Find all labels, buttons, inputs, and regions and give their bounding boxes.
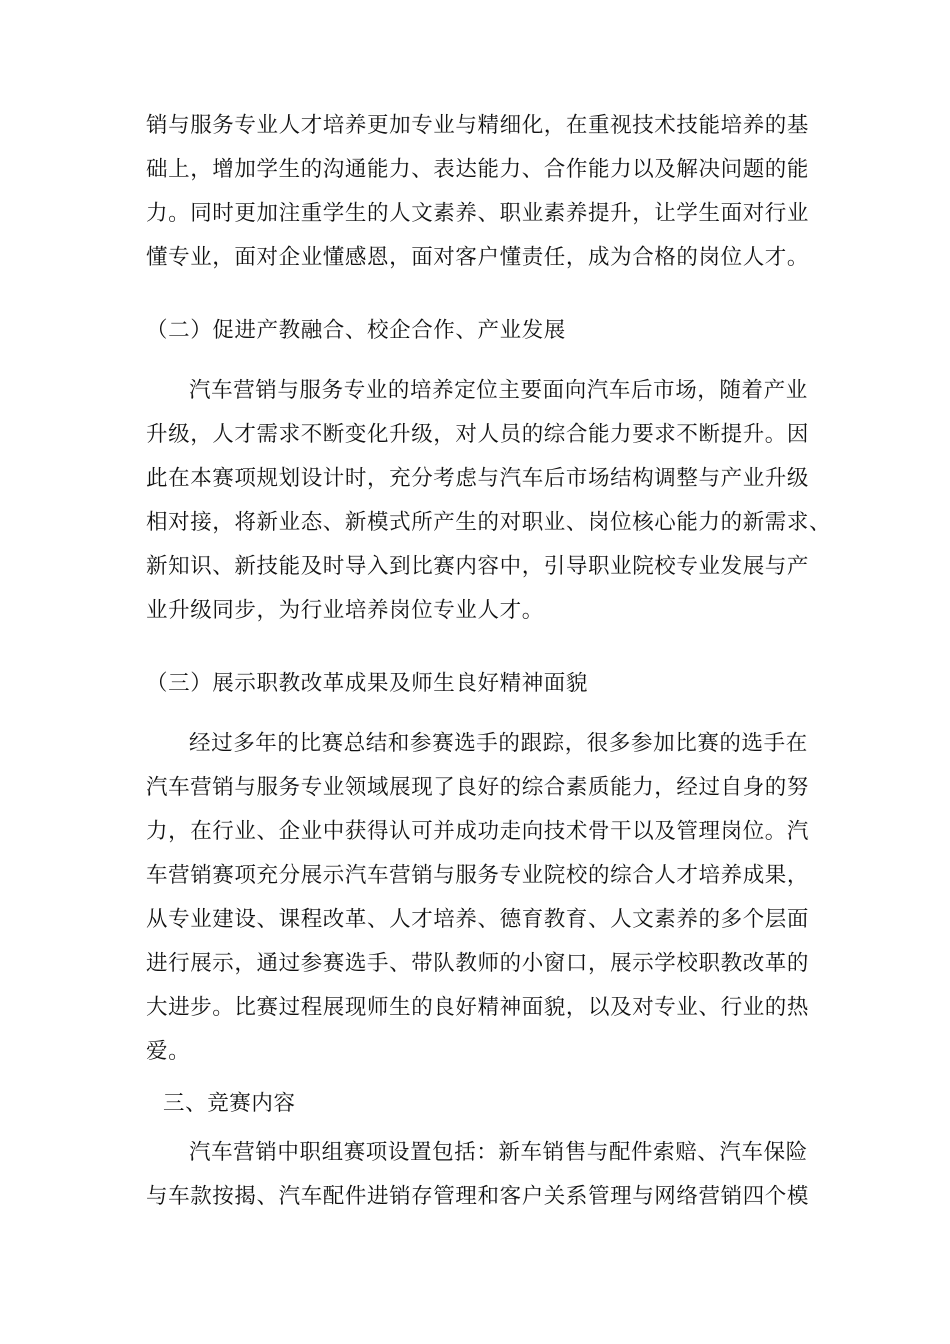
paragraph-line: 汽车营销与服务专业的培养定位主要面向汽车后市场，随着产业 <box>189 378 808 403</box>
paragraph-line: 经过多年的比赛总结和参赛选手的跟踪，很多参加比赛的选手在 <box>189 731 808 756</box>
paragraph-line: 新知识、新技能及时导入到比赛内容中，引导职业院校专业发展与产 <box>146 554 810 579</box>
section-heading: （二）促进产教融合、校企合作、产业发展 <box>146 318 566 343</box>
paragraph-line: 力。同时更加注重学生的人文素养、职业素养提升，让学生面对行业 <box>146 201 810 226</box>
paragraph-line: 相对接，将新业态、新模式所产生的对职业、岗位核心能力的新需求、 <box>146 510 832 535</box>
paragraph-line: 汽车营销中职组赛项设置包括：新车销售与配件索赔、汽车保险 <box>189 1140 808 1165</box>
paragraph-line: 车营销赛项充分展示汽车营销与服务专业院校的综合人才培养成果， <box>146 863 810 888</box>
paragraph-line: 爱。 <box>146 1039 191 1064</box>
paragraph-line: 升级，人才需求不断变化升级，对人员的综合能力要求不断提升。因 <box>146 422 810 447</box>
paragraph-line: 大进步。比赛过程展现师生的良好精神面貌，以及对专业、行业的热 <box>146 995 810 1020</box>
paragraph-line: 与车款按揭、汽车配件进销存管理和客户关系管理与网络营销四个模 <box>146 1184 810 1209</box>
paragraph-line: 此在本赛项规划设计时，充分考虑与汽车后市场结构调整与产业升级 <box>146 466 810 491</box>
paragraph-line: 力，在行业、企业中获得认可并成功走向技术骨干以及管理岗位。汽 <box>146 819 810 844</box>
paragraph-line: 进行展示，通过参赛选手、带队教师的小窗口，展示学校职教改革的 <box>146 951 810 976</box>
paragraph-line: 汽车营销与服务专业领域展现了良好的综合素质能力，经过自身的努 <box>146 775 810 800</box>
section-heading: （三）展示职教改革成果及师生良好精神面貌 <box>146 671 589 696</box>
paragraph-line: 懂专业，面对企业懂感恩，面对客户懂责任，成为合格的岗位人才。 <box>146 245 810 270</box>
section-heading: 三、竞赛内容 <box>163 1091 296 1116</box>
paragraph-line: 础上，增加学生的沟通能力、表达能力、合作能力以及解决问题的能 <box>146 157 810 182</box>
paragraph-line: 业升级同步，为行业培养岗位专业人才。 <box>146 598 544 623</box>
paragraph-line: 从专业建设、课程改革、人才培养、德育教育、人文素养的多个层面 <box>146 907 810 932</box>
paragraph-line: 销与服务专业人才培养更加专业与精细化，在重视技术技能培养的基 <box>146 113 810 138</box>
